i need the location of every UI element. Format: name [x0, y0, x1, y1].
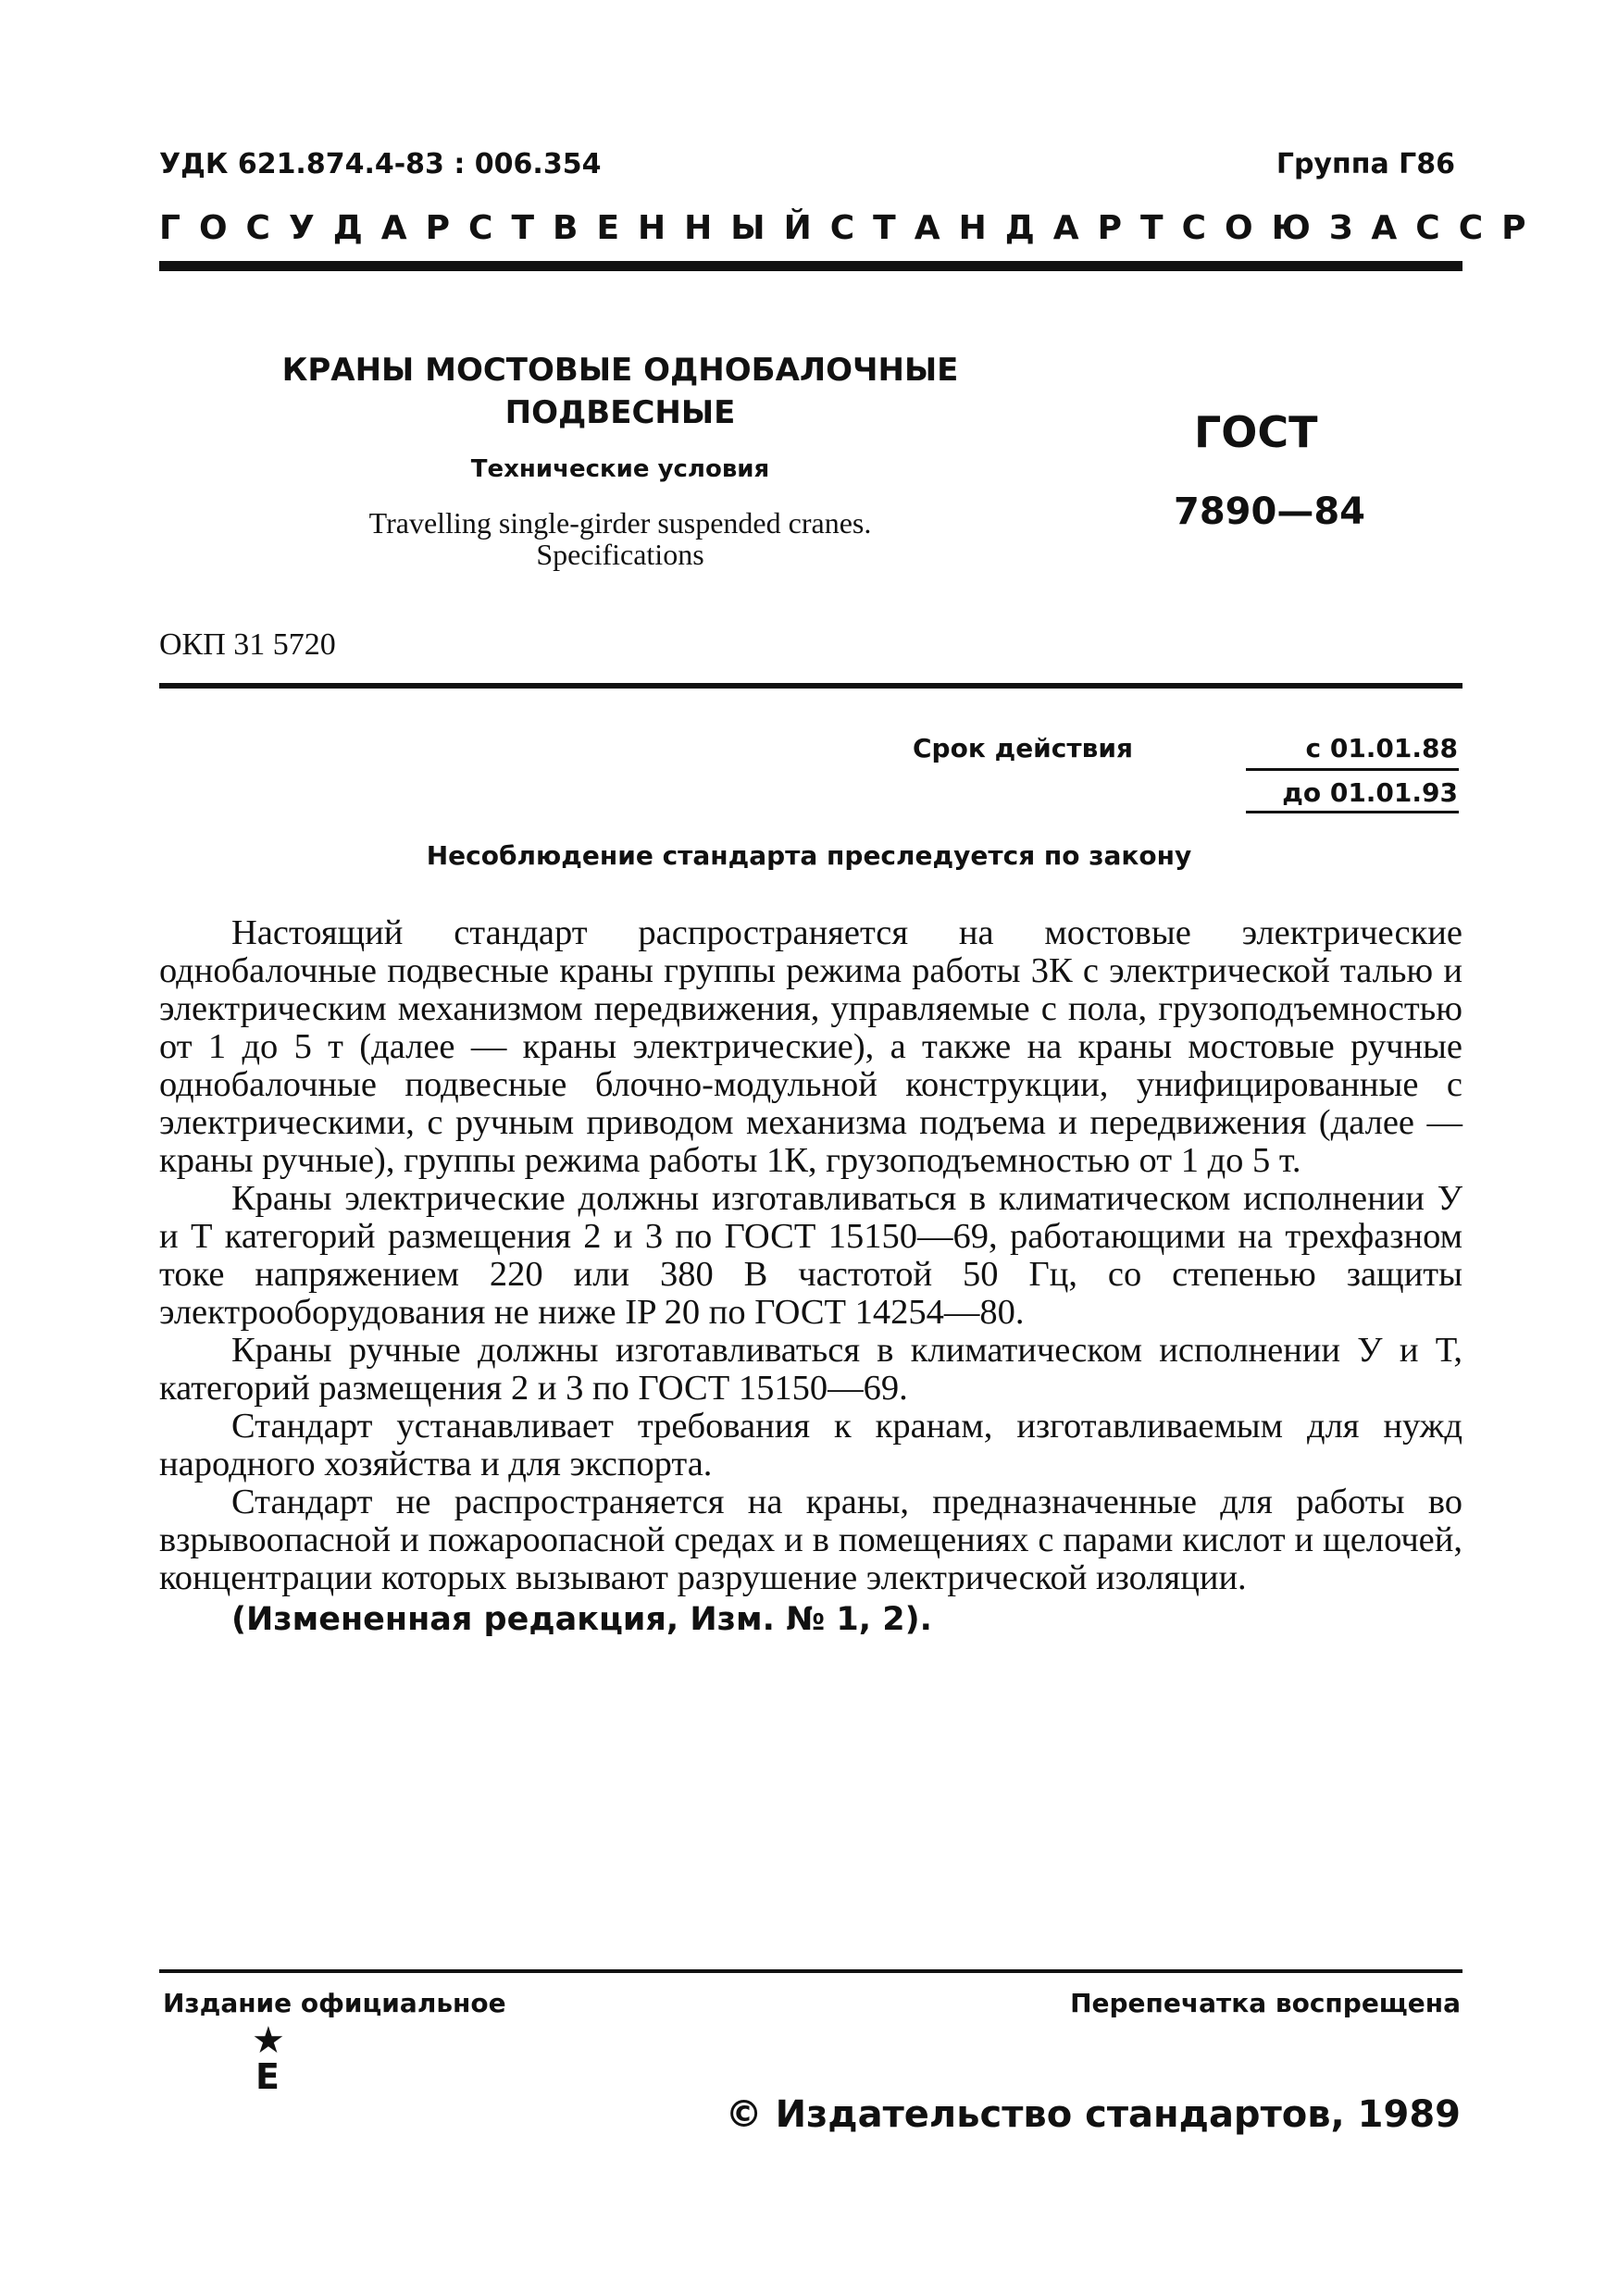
- udk-code: УДК 621.874.4-83 : 006.354: [159, 148, 602, 180]
- paragraph-scope: Настоящий стандарт распространяется на мостовые электрические однобалочные подвесные краны группы режима работы 3К с электрической талью и электрическим механизмом передвижения, управляемые с пола, грузоподъемностью от 1 до 5 т (далее — краны электрические), а также на краны мостовые ручные однобалочные подвесные блочно-модульной конструкции, унифицированные с электрическими, с ручным приводом механизма подъема и передвижения (далее — краны ручные), группы режима работы 1К, грузоподъемностью от 1 до 5 т.: [159, 913, 1462, 1180]
- state-standard-word: ГОСУДАРСТВЕННЫЙ: [159, 209, 830, 247]
- group-code: Группа Г86: [1276, 148, 1455, 180]
- validity-label: Срок действия: [913, 733, 1133, 763]
- gost-label: ГОСТ: [1194, 407, 1318, 457]
- validity-rule-1: [1246, 768, 1459, 771]
- footer-rule: [159, 1969, 1462, 1973]
- title-line-2: ПОДВЕСНЫЕ: [504, 394, 736, 431]
- title-line-1: КРАНЫ МОСТОВЫЕ ОДНОБАЛОЧНЫЕ: [281, 352, 959, 389]
- english-title: [241, 507, 1000, 570]
- body-text: [159, 914, 1462, 1639]
- state-standard-heading: [159, 209, 1545, 247]
- valid-to: до 01.01.93: [1282, 777, 1458, 808]
- paragraph-exclusions: Стандарт не распространяется на краны, предназначенные для работы во взрывоопасной и пожароопасной средах и в помещениях с парами кислот и щелочей, концентрации которых вызывают разрушение электрической изоляции.: [159, 1483, 1462, 1597]
- copyright: © Издательство стандартов, 1989: [725, 2093, 1461, 2136]
- amendment-note: (Измененная редакция, Изм. № 1, 2).: [231, 1601, 932, 1638]
- subtitle: Технические условия: [470, 455, 770, 483]
- paragraph-requirements: Стандарт устанавливает требования к кранам, изготавливаемым для нужд народного хозяйства и для экспорта.: [159, 1407, 1462, 1483]
- title-block: [241, 352, 1000, 570]
- okp-code: ОКП 31 5720: [159, 627, 336, 662]
- english-title-line-1: Travelling single-girder suspended cranes.: [368, 506, 872, 540]
- state-standard-word: СТАНДАРТ: [829, 209, 1182, 247]
- reprint-prohibited: Перепечатка воспрещена: [1070, 1988, 1461, 2018]
- valid-from: с 01.01.88: [1305, 733, 1458, 763]
- paragraph-electric-cranes: Краны электрические должны изготавливаться в климатическом исполнении У и Т категорий размещения 2 и 3 по ГОСТ 15150—69, работающими на трехфазном токе напряжением 220 или 380 В частотой 50 Гц, со степенью защиты электрооборудования не ниже IP 20 по ГОСТ 14254—80.: [159, 1179, 1462, 1332]
- state-standard-word: ССР: [1415, 209, 1545, 247]
- validity-rule-2: [1246, 811, 1459, 813]
- gost-number: 7890—84: [1174, 490, 1365, 533]
- state-standard-word: СОЮЗА: [1181, 209, 1416, 247]
- paragraph-manual-cranes: Краны ручные должны изготавливаться в климатическом исполнении У и Т, категорий размещения 2 и 3 по ГОСТ 15150—69.: [159, 1331, 1462, 1408]
- title-rule: [159, 683, 1462, 689]
- english-title-line-2: Specifications: [536, 538, 704, 571]
- legal-notice: Несоблюдение стандарта преследуется по закону: [426, 840, 1192, 871]
- official-edition: Издание официальное: [163, 1988, 506, 2018]
- star-icon: ★: [252, 2019, 285, 2062]
- edition-mark: Е: [255, 2056, 280, 2097]
- header-rule: [159, 261, 1462, 271]
